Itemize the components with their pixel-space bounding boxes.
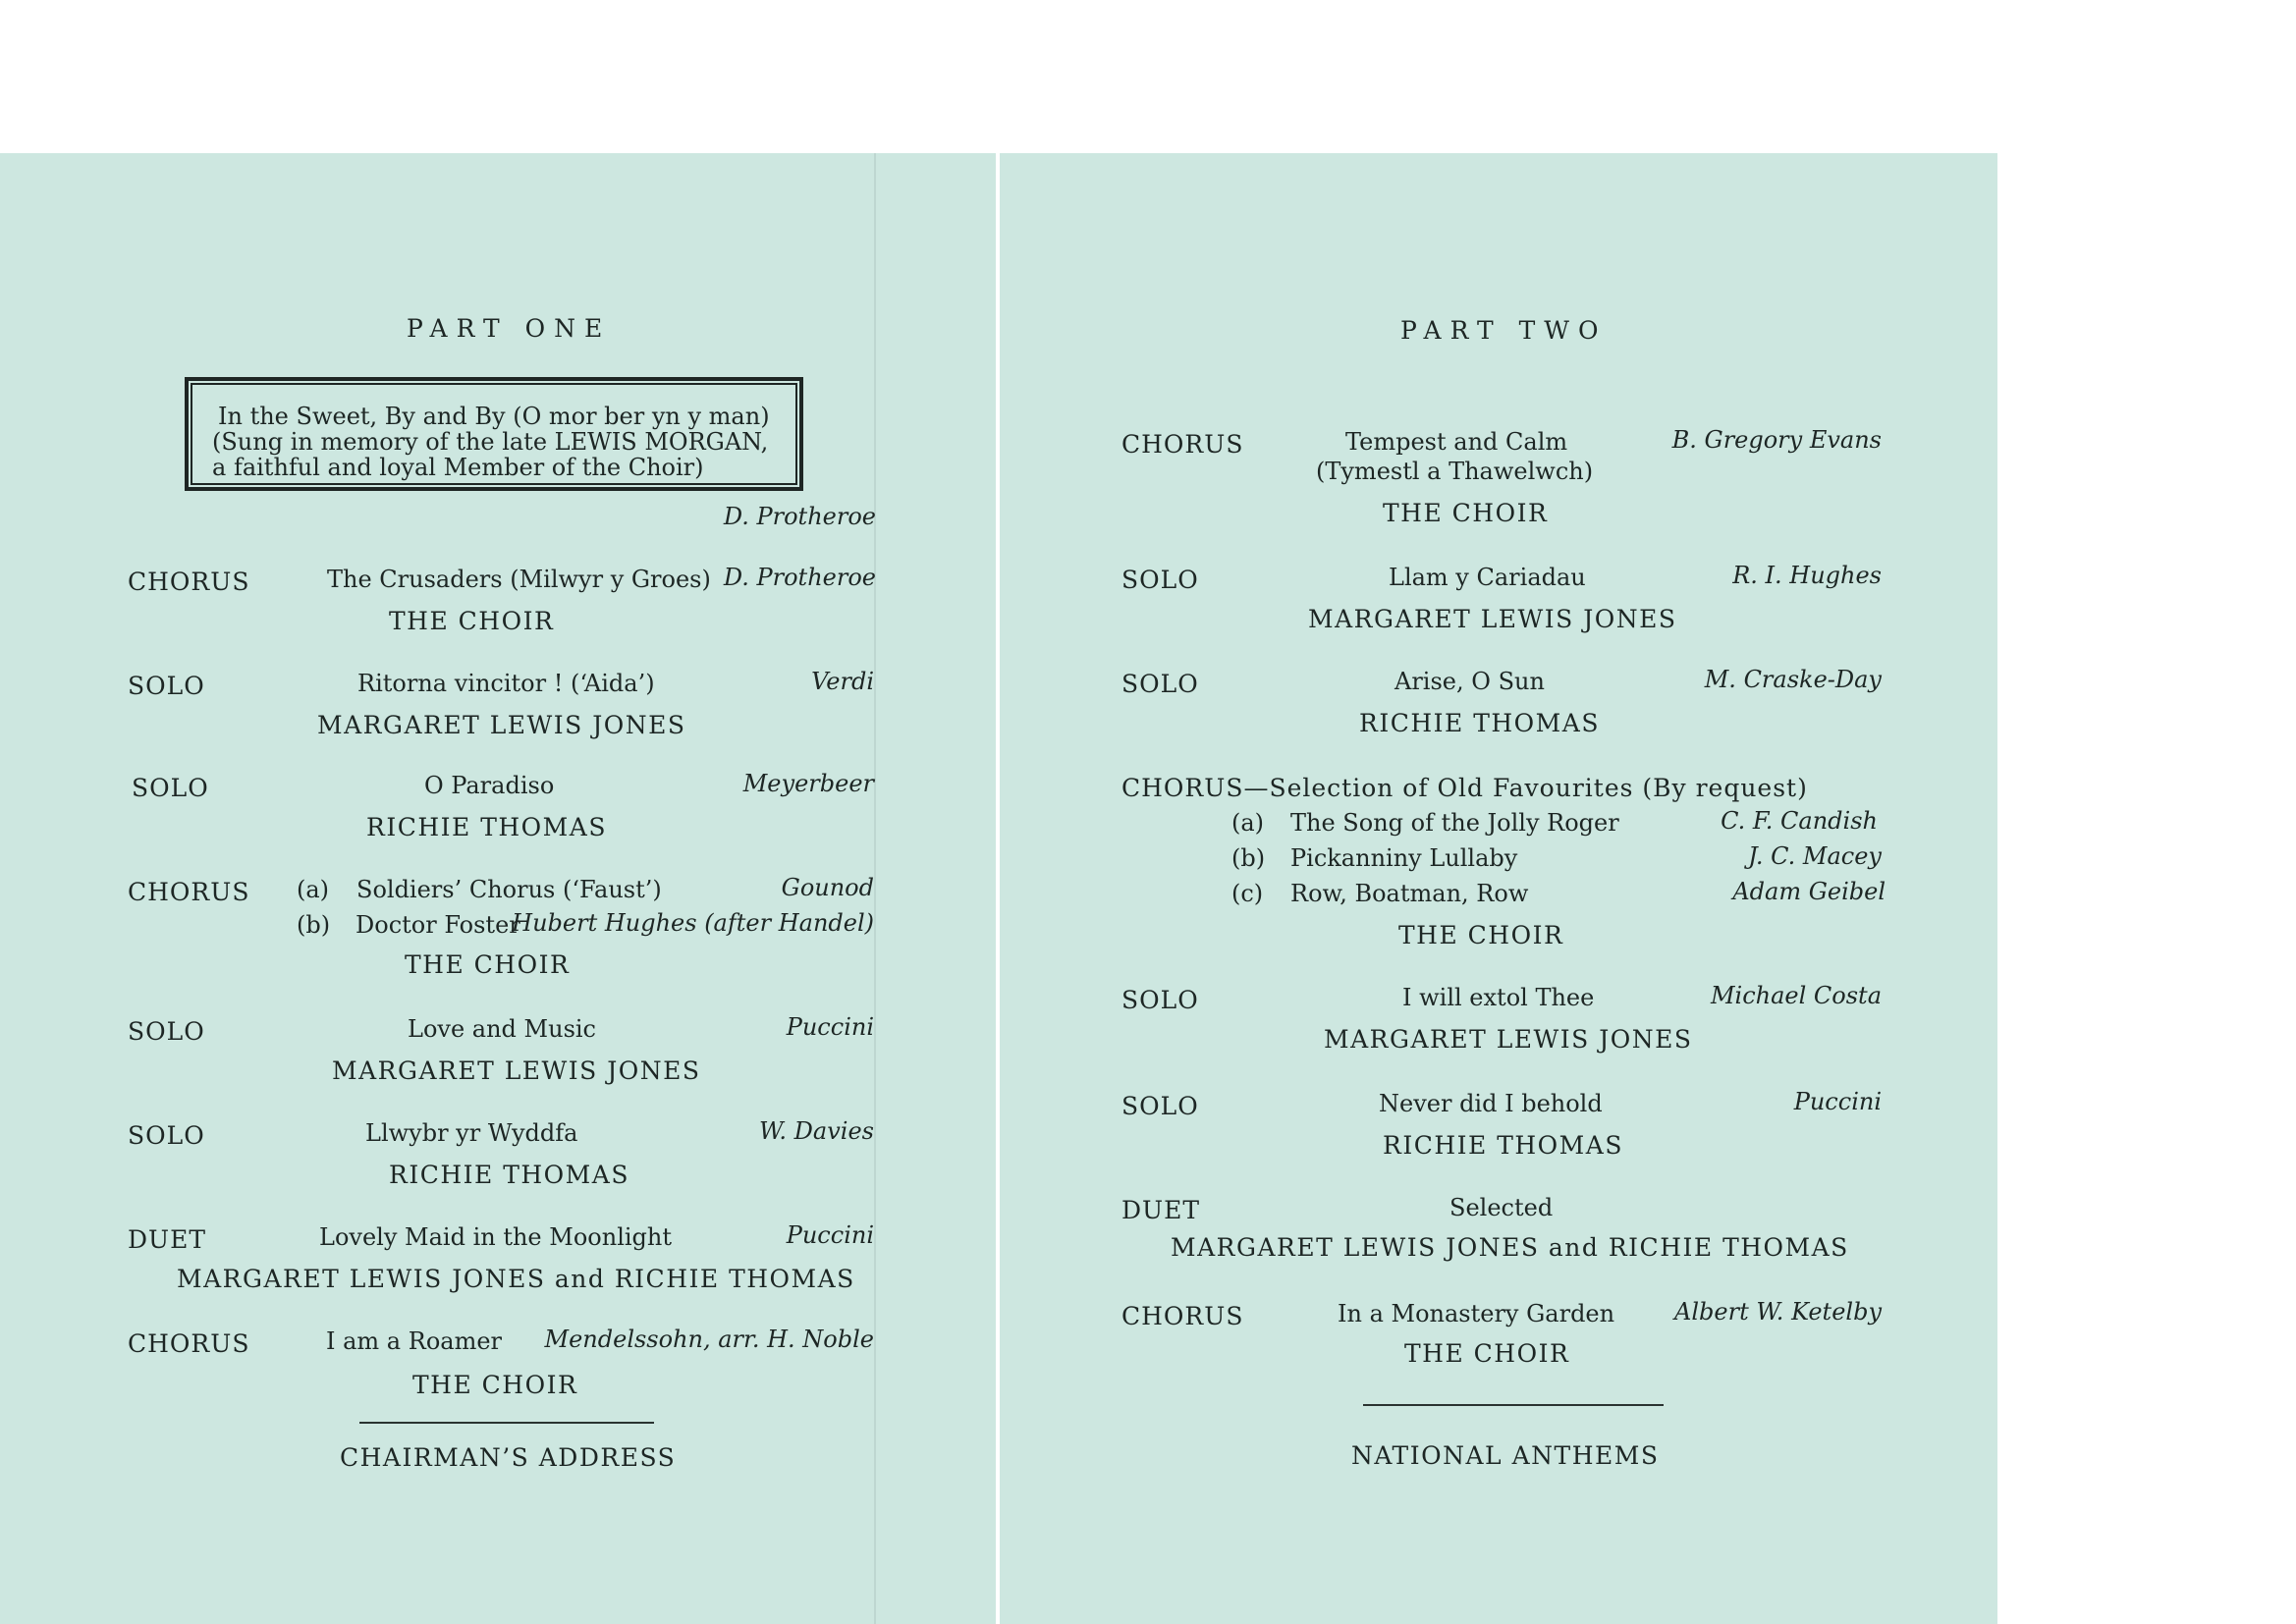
tribute-composer: D. Protheroe	[723, 503, 876, 530]
item-type: CHORUS—Selection of Old Favourites (By request)	[1121, 774, 1808, 802]
item-performer: THE CHOIR	[1383, 499, 1549, 527]
tribute-line-3: a faithful and loyal Member of the Choir)	[212, 454, 704, 481]
item-title: Llwybr yr Wyddfa	[365, 1119, 578, 1147]
item-type: SOLO	[1121, 986, 1199, 1014]
item-subtitle: (Tymestl a Thawelwch)	[1316, 458, 1594, 485]
item-performer: RICHIE THOMAS	[389, 1161, 629, 1189]
item-performer: MARGARET LEWIS JONES	[1308, 605, 1677, 633]
item-title: Selected	[1449, 1194, 1554, 1221]
item-type: CHORUS	[1121, 430, 1244, 459]
item-title: Love and Music	[408, 1015, 596, 1043]
item-type: CHORUS	[128, 568, 250, 596]
tribute-line-2: (Sung in memory of the late LEWIS MORGAN,	[212, 428, 769, 456]
item-composer: B. Gregory Evans	[1671, 426, 1882, 454]
part-two-heading: PART TWO	[1400, 316, 1608, 345]
program-page-part-one	[0, 153, 996, 1624]
item-performer: RICHIE THOMAS	[366, 813, 607, 841]
divider-rule	[1363, 1404, 1664, 1406]
item-title: Llam y Cariadau	[1389, 564, 1586, 591]
item-b-title: Pickanniny Lullaby	[1290, 844, 1518, 872]
item-performer: MARGARET LEWIS JONES and RICHIE THOMAS	[1171, 1233, 1849, 1262]
item-type: SOLO	[132, 774, 209, 802]
item-composer: M. Craske-Day	[1704, 666, 1882, 693]
item-type: SOLO	[1121, 1092, 1199, 1120]
item-composer: R. I. Hughes	[1732, 562, 1882, 589]
item-composer: Verdi	[811, 668, 874, 695]
item-a-label: (a)	[297, 876, 330, 903]
item-a-composer: Gounod	[781, 874, 874, 901]
item-performer: MARGARET LEWIS JONES	[1324, 1025, 1693, 1054]
item-performer: THE CHOIR	[1404, 1339, 1570, 1368]
item-title: O Paradiso	[424, 772, 555, 799]
item-type: SOLO	[1121, 566, 1199, 594]
item-composer: Meyerbeer	[742, 770, 874, 797]
item-a-composer: C. F. Candish	[1721, 807, 1878, 835]
item-type: SOLO	[1121, 670, 1199, 698]
item-title: Arise, O Sun	[1394, 668, 1545, 695]
closing-text: CHAIRMAN’S ADDRESS	[340, 1443, 677, 1472]
item-type: SOLO	[128, 1017, 205, 1046]
item-a-title: The Song of the Jolly Roger	[1290, 809, 1619, 837]
item-type: SOLO	[128, 1121, 205, 1150]
item-title: I am a Roamer	[326, 1327, 503, 1355]
item-title: The Crusaders (Milwyr y Groes)	[327, 566, 711, 593]
item-title: Tempest and Calm	[1345, 428, 1568, 456]
closing-text: NATIONAL ANTHEMS	[1351, 1441, 1660, 1470]
item-composer: Albert W. Ketelby	[1674, 1298, 1882, 1326]
part-one-heading: PART ONE	[407, 314, 612, 343]
item-b-composer: Hubert Hughes (after Handel)	[512, 909, 874, 937]
item-title: Never did I behold	[1379, 1090, 1603, 1117]
item-title: In a Monastery Garden	[1338, 1300, 1615, 1327]
item-performer: MARGARET LEWIS JONES	[317, 711, 686, 739]
item-type: SOLO	[128, 672, 205, 700]
item-performer: THE CHOIR	[405, 950, 571, 979]
item-type: CHORUS	[128, 1329, 250, 1358]
item-performer: MARGARET LEWIS JONES and RICHIE THOMAS	[177, 1265, 855, 1293]
item-composer: Puccini	[1793, 1088, 1882, 1115]
tribute-line-1: In the Sweet, By and By (O mor ber yn y man)	[218, 403, 770, 430]
item-b-composer: J. C. Macey	[1748, 842, 1882, 870]
item-type: DUET	[128, 1225, 207, 1254]
item-type: CHORUS	[1121, 1302, 1244, 1330]
item-b-title: Doctor Foster	[355, 911, 520, 939]
item-composer: Puccini	[786, 1013, 874, 1041]
item-title: I will extol Thee	[1402, 984, 1595, 1011]
item-composer: Mendelssohn, arr. H. Noble	[544, 1326, 874, 1353]
item-a-label: (a)	[1231, 809, 1265, 837]
item-performer: RICHIE THOMAS	[1359, 709, 1600, 737]
item-title: Lovely Maid in the Moonlight	[319, 1223, 673, 1251]
item-c-composer: Adam Geibel	[1732, 878, 1886, 905]
item-composer: Michael Costa	[1710, 982, 1882, 1009]
item-type: DUET	[1121, 1196, 1201, 1224]
item-performer: THE CHOIR	[1398, 921, 1564, 949]
item-b-label: (b)	[297, 911, 331, 939]
item-composer: Puccini	[786, 1221, 874, 1249]
item-title: Ritorna vincitor ! (‘Aida’)	[357, 670, 655, 697]
fold-crease	[874, 153, 876, 1624]
item-composer: D. Protheroe	[723, 564, 876, 591]
item-performer: THE CHOIR	[412, 1371, 578, 1399]
divider-rule	[359, 1422, 654, 1424]
item-performer: RICHIE THOMAS	[1383, 1131, 1623, 1160]
item-b-label: (b)	[1231, 844, 1266, 872]
item-c-title: Row, Boatman, Row	[1290, 880, 1529, 907]
item-type: CHORUS	[128, 878, 250, 906]
item-composer: W. Davies	[758, 1117, 874, 1145]
program-page-part-two	[1000, 153, 1997, 1624]
item-performer: MARGARET LEWIS JONES	[332, 1056, 701, 1085]
item-a-title: Soldiers’ Chorus (‘Faust’)	[356, 876, 662, 903]
item-performer: THE CHOIR	[389, 607, 555, 635]
item-c-label: (c)	[1231, 880, 1264, 907]
